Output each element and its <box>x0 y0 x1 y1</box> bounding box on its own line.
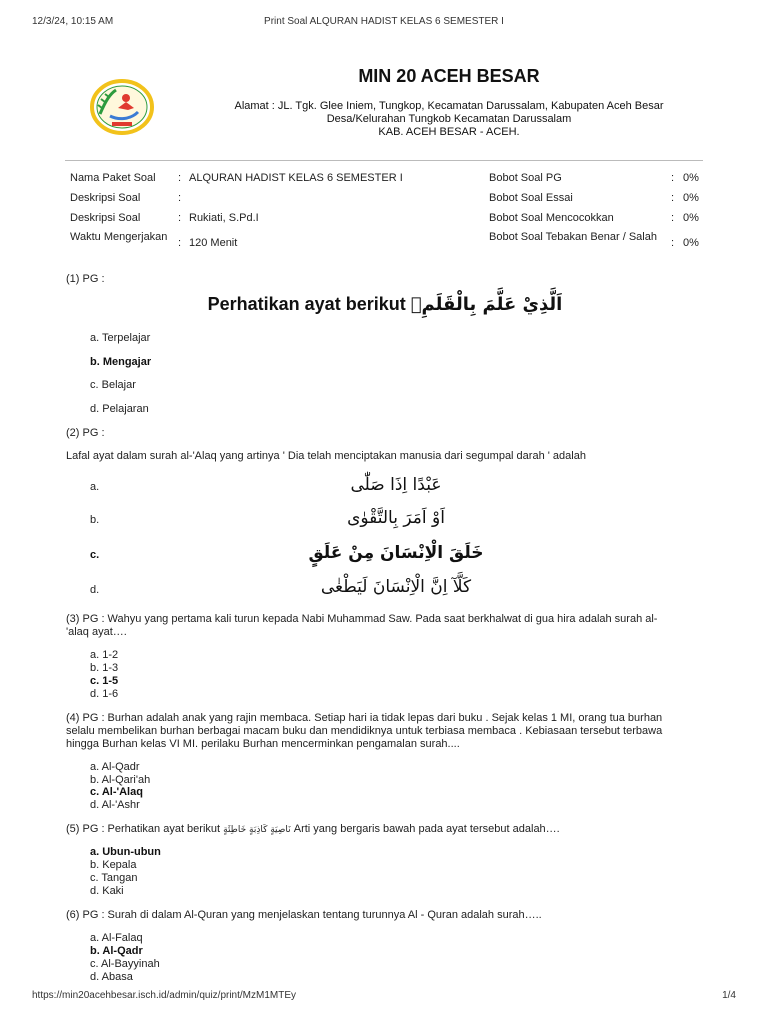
option: c. Belajar <box>90 379 136 391</box>
question-line: (4) PG : Burhan adalah anak yang rajin membaca. Setiap hari ia tidak lepas dari buku . Sejak kelas 1 MI, orang tua burhan <box>66 712 663 724</box>
header-divider <box>65 160 703 161</box>
option: a. Al-Falaq <box>90 932 143 944</box>
option-correct: a. Ubun-ubun <box>90 846 161 858</box>
option-arabic: اَوْ اَمَرَ بِالتَّقْوٰى <box>347 508 445 528</box>
option-label-correct: c. <box>90 549 100 561</box>
question-prompt: Lafal ayat dalam surah al-'Alaq yang artinya ' Dia telah menciptakan manusia dari segumpal darah ' adalah <box>66 450 586 462</box>
question-line: (3) PG : Wahyu yang pertama kali turun kepada Nabi Muhammad Saw. Pada saat berkhalwat di gua hira adalah surah al- <box>66 613 658 625</box>
meta-value: ALQURAN HADIST KELAS 6 SEMESTER I <box>189 172 403 184</box>
page-number: 1/4 <box>722 990 736 1001</box>
print-url: https://min20acehbesar.isch.id/admin/quiz/print/MzM1MTEy <box>32 990 296 1001</box>
question-line: selalu membelikan burhan berbagai macam buku dan mendidiknya untuk terbiasa membaca . Kebiasaan tersebut terbawa <box>66 725 663 737</box>
option-correct: c. 1-5 <box>90 675 119 687</box>
meta-colon: : <box>671 172 675 184</box>
meta-colon: : <box>178 172 182 184</box>
school-name: MIN 20 ACEH BESAR <box>358 66 540 86</box>
meta-row <box>65 188 703 208</box>
option: d. Abasa <box>90 971 133 983</box>
option: d. Kaki <box>90 885 124 897</box>
meta-colon: : <box>178 212 182 224</box>
question-line: 'alaq ayat…. <box>66 626 127 638</box>
meta-label: Waktu Mengerjakan <box>70 231 168 243</box>
option-label: a. <box>90 481 100 493</box>
option: c. Al-Bayyinah <box>90 958 160 970</box>
option-label: d. <box>90 584 100 596</box>
option: b. 1-3 <box>90 662 119 674</box>
address-line-1: Alamat : JL. Tgk. Glee Iniem, Tungkop, Kecamatan Darussalam, Kabupaten Aceh Besar <box>234 100 664 112</box>
question-line: hingga Burhan kelas VI MI. perilaku Burhan mencerminkan pengamalan surah.... <box>66 738 460 750</box>
option: a. 1-2 <box>90 649 119 661</box>
meta-colon: : <box>671 237 675 249</box>
meta-label-2: Bobot Soal PG <box>489 172 562 184</box>
question-header: (1) PG : <box>66 273 105 285</box>
question-prefix: (5) PG : Perhatikan ayat berikut <box>66 823 221 835</box>
address-line-3: KAB. ACEH BESAR - ACEH. <box>378 126 520 138</box>
meta-label: Deskripsi Soal <box>70 192 141 204</box>
meta-label-2: Bobot Soal Mencocokkan <box>489 212 614 224</box>
arabic-verse: نَاصِيَةٍ كَاذِبَةٍ خَاطِئَةٍ <box>223 825 291 835</box>
meta-table <box>65 168 703 258</box>
print-footer <box>32 990 736 1004</box>
meta-value-2: 0% <box>683 172 699 184</box>
print-header <box>32 16 736 30</box>
meta-value-2: 0% <box>683 212 699 224</box>
question-5-line <box>66 823 704 835</box>
address-line-2: Desa/Kelurahan Tungkob Kecamatan Darussalam <box>326 113 572 125</box>
meta-label: Nama Paket Soal <box>70 172 156 184</box>
question-1-prompt <box>66 294 704 315</box>
option-arabic: عَبْدًا اِذَا صَلّٰى <box>350 475 442 495</box>
option-correct: b. Mengajar <box>90 356 152 368</box>
option-arabic: كَلَّآ اِنَّ الْاِنْسَانَ لَيَطْغٰى <box>320 577 472 597</box>
option: b. Al-Qari'ah <box>90 774 151 786</box>
arabic-verse: اَلَّذِيْ عَلَّمَ بِالْقَلَمِۙ <box>410 294 563 315</box>
option: c. Tangan <box>90 872 138 884</box>
school-address <box>190 100 708 139</box>
meta-value-2: 0% <box>683 237 699 249</box>
meta-value: 120 Menit <box>189 237 238 249</box>
question-suffix: Arti yang bergaris bawah pada ayat tersebut adalah…. <box>293 823 560 835</box>
option: d. Pelajaran <box>90 403 149 415</box>
meta-label: Deskripsi Soal <box>70 212 141 224</box>
meta-colon: : <box>671 192 675 204</box>
print-title: Print Soal ALQURAN HADIST KELAS 6 SEMESTER I <box>264 16 504 27</box>
meta-label-2: Bobot Soal Tebakan Benar / Salah <box>489 231 657 243</box>
meta-value-2: 0% <box>683 192 699 204</box>
meta-colon: : <box>671 212 675 224</box>
option-arabic-correct: خَلَقَ الْاِنْسَانَ مِنْ عَلَقٍ <box>308 543 484 563</box>
option-correct: b. Al-Qadr <box>90 945 143 957</box>
meta-value: Rukiati, S.Pd.I <box>189 212 259 224</box>
question-header: (2) PG : <box>66 427 105 439</box>
option: d. 1-6 <box>90 688 119 700</box>
option: d. Al-'Ashr <box>90 799 140 811</box>
option-correct: c. Al-'Alaq <box>90 786 143 798</box>
meta-colon: : <box>178 192 182 204</box>
question-line: (6) PG : Surah di dalam Al-Quran yang menjelaskan tentang turunnya Al - Quran adalah surah….. <box>66 909 542 921</box>
meta-row <box>65 168 703 188</box>
prompt-text: Perhatikan ayat berikut <box>207 294 406 314</box>
meta-label-2: Bobot Soal Essai <box>489 192 573 204</box>
option-label: b. <box>90 514 100 526</box>
meta-colon: : <box>178 237 182 249</box>
option: a. Terpelajar <box>90 332 151 344</box>
meta-row <box>65 228 703 258</box>
school-logo-icon <box>88 78 156 136</box>
meta-row <box>65 208 703 228</box>
print-datetime: 12/3/24, 10:15 AM <box>32 16 114 27</box>
option: b. Kepala <box>90 859 137 871</box>
option: a. Al-Qadr <box>90 761 140 773</box>
